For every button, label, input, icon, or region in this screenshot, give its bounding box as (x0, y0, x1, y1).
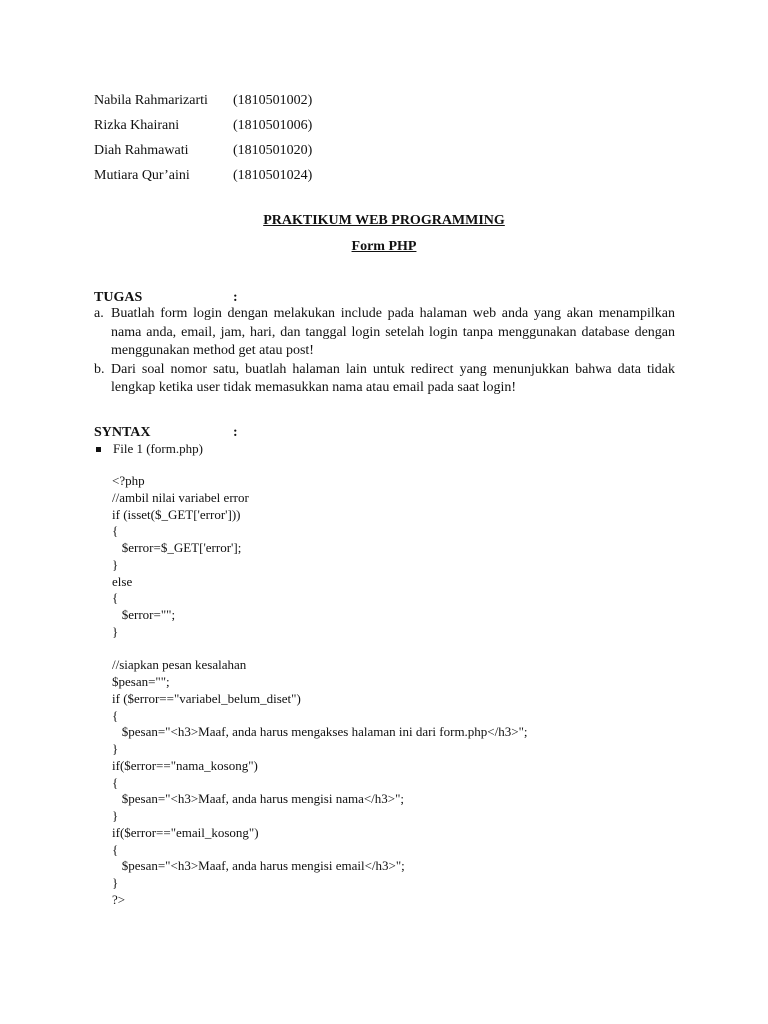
code-line: <?php (112, 473, 145, 488)
task-text: Dari soal nomor satu, buatlah halaman lain untuk redirect yang menunjukkan bahwa data tidak lengkap ketika user tidak memasukkan nama atau email pada saat login! (111, 361, 675, 395)
code-line: $pesan="<h3>Maaf, anda harus mengakses halaman ini dari form.php</h3>"; (112, 724, 528, 740)
code-line: if($error=="email_kosong") (112, 824, 259, 840)
author-id: (1810501006) (233, 117, 313, 133)
code-line: $error=""; (112, 607, 176, 622)
code-line (112, 641, 672, 658)
code-line: { (112, 523, 119, 539)
task-text: Buatlah form login dengan melakukan include pada halaman web anda yang akan menampilkan nama anda, email, jam, hari, dan tanggal login setelah login tanpa menggunakan database dengan menggunakan method get atau post! (111, 306, 675, 358)
document-title: PRAKTIKUM WEB PROGRAMMING (263, 213, 505, 228)
author-name: Diah Rahmawati (94, 142, 189, 158)
syntax-heading-colon: : (233, 425, 238, 440)
author-id: (1810501002) (233, 92, 313, 108)
author-list (94, 88, 394, 188)
code-line: if($error=="nama_kosong") (112, 757, 258, 773)
code-line: else (112, 573, 133, 589)
author-row (94, 88, 394, 113)
code-line: ?> (112, 891, 126, 907)
code-block (112, 473, 672, 909)
author-id: (1810501024) (233, 167, 313, 183)
code-line: $pesan="<h3>Maaf, anda harus mengisi nama</h3>"; (112, 791, 405, 807)
code-line: { (112, 707, 119, 723)
code-line: $pesan="<h3>Maaf, anda harus mengisi email</h3>"; (112, 858, 405, 874)
author-id: (1810501020) (233, 142, 313, 158)
code-line: $error=$_GET['error']; (112, 540, 242, 555)
code-line: { (112, 774, 119, 790)
code-line: if (isset($_GET['error'])) (112, 506, 241, 522)
code-line: //siapkan pesan kesalahan (112, 657, 247, 673)
author-name: Mutiara Qur’aini (94, 167, 190, 183)
task-item (94, 361, 675, 398)
file-bullet (94, 441, 203, 457)
syntax-heading (94, 425, 238, 441)
code-line: } (112, 623, 119, 639)
code-line: //ambil nilai variabel error (112, 489, 249, 505)
code-line: } (112, 875, 119, 890)
code-line: } (112, 556, 119, 572)
tugas-heading-colon: : (233, 290, 238, 305)
author-row (94, 113, 394, 138)
author-row (94, 138, 394, 163)
code-line: { (112, 841, 119, 857)
square-bullet-icon (96, 447, 101, 452)
author-name: Rizka Khairani (94, 117, 180, 133)
task-item (94, 305, 675, 361)
task-marker: a. (94, 306, 104, 321)
code-line: } (112, 808, 119, 823)
code-line: if ($error=="variabel_belum_diset") (112, 690, 301, 706)
tugas-heading (94, 290, 238, 306)
code-line: { (112, 590, 119, 606)
file-label: File 1 (form.php) (113, 441, 203, 456)
tugas-heading-label: TUGAS (94, 290, 143, 305)
code-line: } (112, 741, 119, 756)
document-subtitle: Form PHP (351, 239, 417, 254)
code-line: $pesan=""; (112, 674, 170, 689)
author-row (94, 163, 394, 188)
task-list (94, 305, 675, 398)
author-name: Nabila Rahmarizarti (94, 92, 208, 108)
syntax-heading-label: SYNTAX (94, 425, 151, 440)
task-marker: b. (94, 361, 105, 377)
